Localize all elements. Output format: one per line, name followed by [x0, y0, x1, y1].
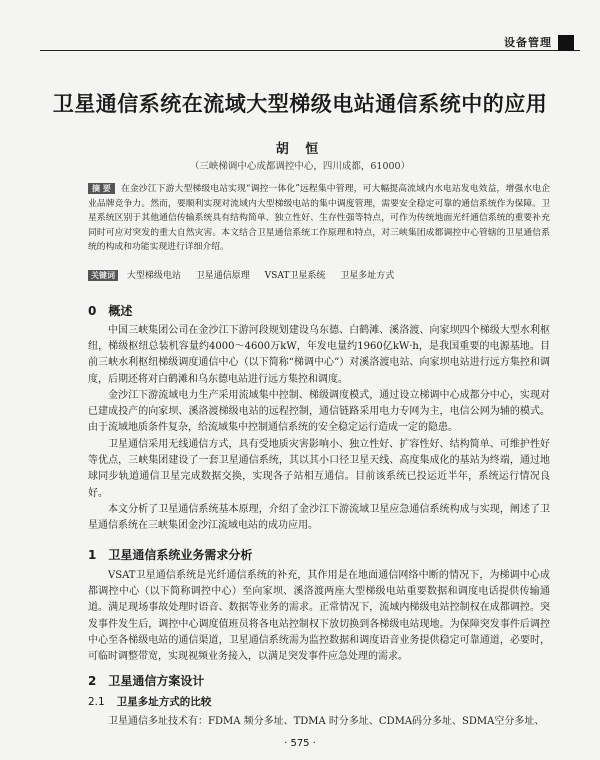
- paragraph: 中国三峡集团公司在金沙江下游河段规划建设乌东德、白鹤滩、溪洛渡、向家坝四个梯级大型水利枢纽，梯级枢纽总装机容量约4000～4600万kW，年发电量约1960亿kW·h，是我国重要的电源基地。目前三峡水利枢纽梯级调度通信中心（以下简称“梯调中心”）对溪洛渡电站、向家坝电站进行远方集控和调度，后期还将对白鹤滩和乌东德电站进行远方集控和调度。: [88, 325, 550, 385]
- section-number: 0: [88, 304, 97, 318]
- article-title: 卫星通信系统在流域大型梯级电站通信系统中的应用: [52, 91, 548, 116]
- abstract-text: 在金沙江下游大型梯级电站实现“调控一体化”远程集中管理，可大幅提高流域内水电站发电效益，增强水电企业品牌竞争力。然而，要顺利实现对流域内大型梯级电站的集中调度管理，需要安全稳定可靠的通信系统作为保障。卫星系统区别于其他通信传输系统具有结构简单、独立性好、生存性强等特点，可作为传统地面光纤通信系统的重要补充同时可应对突发的重大自然灾害。本文结合卫星通信系统工作原理和特点，对三峡集团成都调控中心管辖的卫星通信系统的构成和功能实现进行详细介绍。: [88, 184, 550, 253]
- section-title: 卫星通信方案设计: [108, 674, 205, 688]
- subsection-number: 2.1: [88, 696, 105, 708]
- paragraph: 卫星通信采用无线通信方式，具有受地质灾害影响小、独立性好、扩容性好、结构简单、可维护性好等优点，三峡集团建设了一套卫星通信系统，其以其小口径卫星天线、高度集成化的基站为终端，通过地球同步轨道通信卫星完成数据交换，实现各子站相互通信。目前该系统已投运近半年，系统运行情况良好。: [88, 439, 550, 499]
- author-name: 胡 恒: [275, 142, 325, 157]
- paragraph: 本文分析了卫星通信系统基本原理，介绍了金沙江下游流域卫星应急通信系统构成与实现，阐述了卫星通信系统在三峡集团金沙江流域电站的成功应用。: [88, 504, 550, 532]
- section-title: 卫星通信系统业务需求分析: [108, 548, 253, 562]
- header-marker: [558, 35, 574, 51]
- page-number: · 575 ·: [284, 738, 316, 749]
- running-header: [40, 34, 580, 51]
- section-heading-1: [88, 546, 252, 563]
- keywords-label: 关键词: [88, 270, 118, 281]
- keyword: 卫星通信原理: [195, 271, 250, 281]
- paragraph: VSAT卫星通信系统是光纤通信系统的补充，其作用是在地面通信网络中断的情况下，为梯调中心成都调控中心（以下简称调控中心）至向家坝、溪洛渡两座大型梯级电站重要数据和调度电话提供传输通道。满足现场事故处理时语音、数据等业务的需求。正常情况下，流域内梯级电站控制权在成都调控。突发事件发生后，调控中心调度值班员将各电站控制权下放切换到各梯级电站现地。为保障突发事件后调控中心至各梯级电站的通信渠道，卫星通信系统需为监控数据和调度语音业务提供稳定可靠通道，必要时，可临时调整带宽，实现视频业务接入，以满足突发事件应急处理的需求。: [88, 570, 550, 663]
- paragraph: 卫星通信多址技术有：FDMA 频分多址、TDMA 时分多址、CDMA码分多址、SDMA空分多址、: [108, 716, 545, 727]
- section-number: 1: [88, 548, 97, 562]
- author-affiliation: （三峡梯调中心成都调控中心，四川成都，61000）: [189, 161, 411, 172]
- subsection-heading: [88, 694, 211, 709]
- paragraph: 金沙江下游流域电力生产采用流域集中控制、梯级调度模式，通过设立梯调中心成都分中心，实现对已建成投产的向家坝、溪洛渡梯级电站的远程控制，通信链路采用电力专网为主，电信公网为辅的模式。由于流域地质条件复杂，给流域集中控制通信系统的安全稳定运行造成一定的隐患。: [88, 390, 550, 434]
- section-heading-2: [88, 672, 204, 689]
- subsection-title: 卫星多址方式的比较: [116, 696, 212, 708]
- keywords: [88, 268, 550, 281]
- section-number: 2: [88, 674, 97, 688]
- keyword: VSAT卫星系统: [264, 271, 326, 281]
- keyword: 卫星多址方式: [340, 271, 395, 281]
- section-title: 概述: [108, 304, 133, 318]
- abstract: [88, 182, 550, 255]
- keyword: 大型梯级电站: [126, 271, 181, 281]
- abstract-label: 摘 要: [88, 183, 115, 194]
- section-heading-0: [88, 302, 132, 319]
- section-label: 设备管理: [504, 36, 552, 49]
